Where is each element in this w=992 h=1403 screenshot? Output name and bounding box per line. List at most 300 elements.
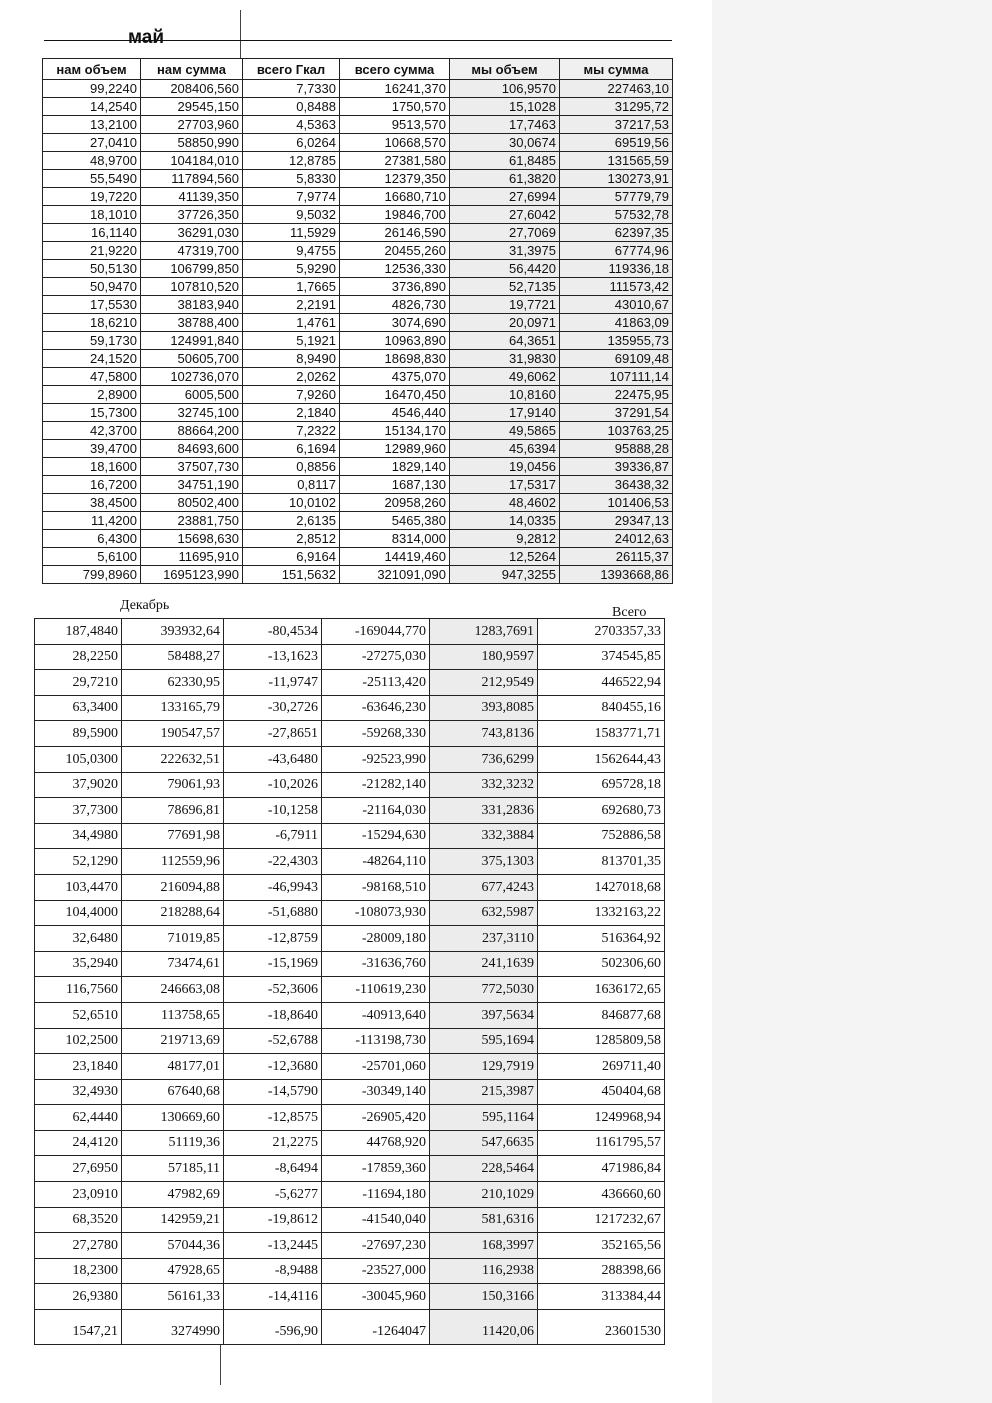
table-cell: 18698,830 [340,350,450,368]
table-cell: 57532,78 [560,206,673,224]
table-cell: 6,9164 [243,548,340,566]
table-cell: 69109,48 [560,350,673,368]
table-cell: 35,2940 [35,951,122,977]
december-row [35,721,665,747]
table-cell: 4375,070 [340,368,450,386]
table-cell: 47982,69 [122,1182,224,1208]
table-cell: 31,3975 [450,242,560,260]
col-header-vsego-gkal: всего Гкал [243,59,340,80]
table-cell: 23,0910 [35,1182,122,1208]
table-cell: 49,6062 [450,368,560,386]
december-table [34,618,665,1345]
table-cell: 73474,61 [122,951,224,977]
table-cell: 130669,60 [122,1105,224,1131]
table-cell: 89,5900 [35,721,122,747]
table-cell: 332,3232 [430,772,538,798]
table-cell: 212,9549 [430,670,538,696]
table-cell: 95888,28 [560,440,673,458]
table-cell: 168,3997 [430,1233,538,1259]
table-cell: -6,7911 [224,823,322,849]
table-cell: 142959,21 [122,1207,224,1233]
table-cell: 27381,580 [340,152,450,170]
table-cell: 32,4930 [35,1079,122,1105]
table-cell: 18,6210 [43,314,141,332]
table-cell: 840455,16 [538,695,665,721]
table-cell: 12,8785 [243,152,340,170]
col-header-nam-summa: нам сумма [141,59,243,80]
table-cell: 9513,570 [340,116,450,134]
table-cell: 12536,330 [340,260,450,278]
may-row [43,98,673,116]
december-row [35,977,665,1003]
table-cell: 1283,7691 [430,619,538,645]
col-header-my-summa: мы сумма [560,59,673,80]
table-cell: 4826,730 [340,296,450,314]
december-row [35,1182,665,1208]
december-section-title: Декабрь [120,598,170,613]
table-cell: 14,2540 [43,98,141,116]
table-cell: -10,1258 [224,798,322,824]
may-row [43,260,673,278]
table-cell: 62397,35 [560,224,673,242]
table-cell: -30,2726 [224,695,322,721]
table-cell: 16,7200 [43,476,141,494]
december-row [35,849,665,875]
table-cell: 26146,590 [340,224,450,242]
table-cell: 47928,65 [122,1258,224,1284]
may-row [43,440,673,458]
table-cell: 22475,95 [560,386,673,404]
table-cell: 1562644,43 [538,746,665,772]
table-cell: -40913,640 [322,1002,430,1028]
scan-background-right [712,0,992,1403]
table-cell: 502306,60 [538,951,665,977]
table-cell: -23527,000 [322,1258,430,1284]
table-cell: 67640,68 [122,1079,224,1105]
table-cell: 1249968,94 [538,1105,665,1131]
table-cell: -8,6494 [224,1156,322,1182]
may-row [43,134,673,152]
table-cell: 216094,88 [122,874,224,900]
table-cell: 1547,21 [35,1310,122,1345]
table-cell: -25701,060 [322,1054,430,1080]
table-cell: 2,8512 [243,530,340,548]
table-cell: 79061,93 [122,772,224,798]
december-row-total [35,1310,665,1345]
table-cell: 56161,33 [122,1284,224,1310]
table-cell: -25113,420 [322,670,430,696]
table-cell: 29347,13 [560,512,673,530]
table-cell: 0,8856 [243,458,340,476]
table-cell: 18,1600 [43,458,141,476]
table-cell: 57044,36 [122,1233,224,1259]
table-cell: 88664,200 [141,422,243,440]
table-cell: 50,5130 [43,260,141,278]
table-cell: 11695,910 [141,548,243,566]
table-cell: 37,9020 [35,772,122,798]
table-cell: 102736,070 [141,368,243,386]
table-cell: -110619,230 [322,977,430,1003]
table-cell: 27703,960 [141,116,243,134]
table-cell: 50605,700 [141,350,243,368]
table-cell: 150,3166 [430,1284,538,1310]
table-cell: 1,7665 [243,278,340,296]
table-cell: 23601530 [538,1310,665,1345]
table-cell: -59268,330 [322,721,430,747]
table-cell: 37726,350 [141,206,243,224]
table-cell: -98168,510 [322,874,430,900]
table-cell: 15698,630 [141,530,243,548]
table-cell: 3074,690 [340,314,450,332]
table-cell: 27,2780 [35,1233,122,1259]
december-row [35,1258,665,1284]
table-cell: 16,1140 [43,224,141,242]
table-cell: 31295,72 [560,98,673,116]
table-cell: -21164,030 [322,798,430,824]
table-cell: 8314,000 [340,530,450,548]
table-cell: 62330,95 [122,670,224,696]
table-cell: -1264047 [322,1310,430,1345]
may-row [43,332,673,350]
table-cell: -15294,630 [322,823,430,849]
december-row [35,1233,665,1259]
table-cell: 331,2836 [430,798,538,824]
table-cell: 36291,030 [141,224,243,242]
table-cell: 31,9830 [450,350,560,368]
table-cell: -14,4116 [224,1284,322,1310]
may-row [43,548,673,566]
table-cell: -28009,180 [322,926,430,952]
table-cell: 44768,920 [322,1130,430,1156]
table-cell: 692680,73 [538,798,665,824]
table-cell: -11,9747 [224,670,322,696]
table-cell: -80,4534 [224,619,322,645]
table-cell: 4546,440 [340,404,450,422]
december-row [35,695,665,721]
table-cell: 595,1694 [430,1028,538,1054]
table-cell: 27,7069 [450,224,560,242]
december-row [35,951,665,977]
table-cell: -13,1623 [224,644,322,670]
fold-line-bottom [220,1345,221,1385]
may-row-total [43,566,673,584]
table-cell: -12,3680 [224,1054,322,1080]
table-cell: 595,1164 [430,1105,538,1131]
table-cell: -52,6788 [224,1028,322,1054]
table-cell: 39336,87 [560,458,673,476]
december-row [35,619,665,645]
december-table-body [35,619,665,1345]
table-cell: 10,0102 [243,494,340,512]
table-cell: 34,4980 [35,823,122,849]
table-cell: 446522,94 [538,670,665,696]
table-cell: 32745,100 [141,404,243,422]
december-row [35,874,665,900]
may-row [43,350,673,368]
table-cell: 19,0456 [450,458,560,476]
table-cell: 20,0971 [450,314,560,332]
table-cell: 57185,11 [122,1156,224,1182]
table-cell: 29,7210 [35,670,122,696]
table-cell: 52,1290 [35,849,122,875]
table-cell: 17,5317 [450,476,560,494]
table-cell: 471986,84 [538,1156,665,1182]
table-cell: 10668,570 [340,134,450,152]
table-cell: 52,7135 [450,278,560,296]
table-cell: 61,8485 [450,152,560,170]
table-cell: 58850,990 [141,134,243,152]
table-cell: 799,8960 [43,566,141,584]
table-cell: 0,8117 [243,476,340,494]
table-cell: 41139,350 [141,188,243,206]
table-cell: 130273,91 [560,170,673,188]
table-cell: 17,9140 [450,404,560,422]
table-cell: 18,1010 [43,206,141,224]
may-row [43,368,673,386]
table-cell: 1636172,65 [538,977,665,1003]
december-row [35,798,665,824]
may-row [43,314,673,332]
table-cell: 12379,350 [340,170,450,188]
table-cell: 187,4840 [35,619,122,645]
table-cell: -41540,040 [322,1207,430,1233]
table-cell: -27,8651 [224,721,322,747]
table-cell: -18,8640 [224,1002,322,1028]
table-cell: 116,7560 [35,977,122,1003]
table-cell: 20958,260 [340,494,450,512]
table-cell: 38788,400 [141,314,243,332]
table-cell: 124991,840 [141,332,243,350]
december-row [35,644,665,670]
table-cell: 2,0262 [243,368,340,386]
table-cell: 32,6480 [35,926,122,952]
table-cell: 219713,69 [122,1028,224,1054]
december-row [35,900,665,926]
table-cell: 12,5264 [450,548,560,566]
table-cell: -26905,420 [322,1105,430,1131]
table-cell: 210,1029 [430,1182,538,1208]
december-row [35,746,665,772]
table-cell: 101406,53 [560,494,673,512]
table-cell: 52,6510 [35,1002,122,1028]
table-cell: 9,5032 [243,206,340,224]
december-row [35,1002,665,1028]
may-row [43,188,673,206]
table-cell: -12,8575 [224,1105,322,1131]
table-cell: 55,5490 [43,170,141,188]
table-cell: -63646,230 [322,695,430,721]
table-cell: 21,2275 [224,1130,322,1156]
table-cell: 61,3820 [450,170,560,188]
december-row [35,1105,665,1131]
table-cell: 102,2500 [35,1028,122,1054]
table-cell: 7,7330 [243,80,340,98]
table-cell: 111573,42 [560,278,673,296]
table-cell: 41863,09 [560,314,673,332]
total-section-title: Всего [612,605,647,620]
december-row [35,1079,665,1105]
december-row [35,823,665,849]
table-cell: 1161795,57 [538,1130,665,1156]
december-row [35,926,665,952]
table-cell: 180,9597 [430,644,538,670]
table-cell: 19,7220 [43,188,141,206]
table-cell: 59,1730 [43,332,141,350]
table-cell: -11694,180 [322,1182,430,1208]
december-row [35,1028,665,1054]
table-cell: 50,9470 [43,278,141,296]
table-cell: -30349,140 [322,1079,430,1105]
table-cell: 2703357,33 [538,619,665,645]
table-cell: 2,2191 [243,296,340,314]
table-cell: 23881,750 [141,512,243,530]
table-cell: 38183,940 [141,296,243,314]
table-cell: 36438,32 [560,476,673,494]
table-cell: 42,3700 [43,422,141,440]
table-cell: 67774,96 [560,242,673,260]
table-cell: -21282,140 [322,772,430,798]
table-cell: 117894,560 [141,170,243,188]
table-cell: 48177,01 [122,1054,224,1080]
table-cell: 129,7919 [430,1054,538,1080]
table-cell: 15,1028 [450,98,560,116]
table-cell: 632,5987 [430,900,538,926]
table-cell: 107111,14 [560,368,673,386]
table-cell: 1285809,58 [538,1028,665,1054]
table-cell: 57779,79 [560,188,673,206]
table-cell: 84693,600 [141,440,243,458]
table-cell: 2,6135 [243,512,340,530]
table-cell: 7,2322 [243,422,340,440]
table-cell: 37291,54 [560,404,673,422]
table-cell: 27,6042 [450,206,560,224]
table-cell: 208406,560 [141,80,243,98]
table-cell: -31636,760 [322,951,430,977]
table-cell: -43,6480 [224,746,322,772]
table-cell: 78696,81 [122,798,224,824]
may-header-row [43,59,673,80]
may-row [43,296,673,314]
col-header-my-obem: мы объем [450,59,560,80]
table-cell: 772,5030 [430,977,538,1003]
december-row [35,670,665,696]
table-cell: 0,8488 [243,98,340,116]
may-row [43,116,673,134]
table-cell: 215,3987 [430,1079,538,1105]
table-cell: 99,2240 [43,80,141,98]
table-cell: -52,3606 [224,977,322,1003]
table-cell: 63,3400 [35,695,122,721]
table-cell: 47319,700 [141,242,243,260]
table-cell: -48264,110 [322,849,430,875]
table-cell: 17,7463 [450,116,560,134]
table-cell: 16470,450 [340,386,450,404]
fold-line-top [240,10,241,58]
table-cell: 393,8085 [430,695,538,721]
table-cell: -113198,730 [322,1028,430,1054]
table-cell: 16680,710 [340,188,450,206]
table-cell: -14,5790 [224,1079,322,1105]
may-section-title: май [128,27,165,48]
table-cell: 743,8136 [430,721,538,747]
table-cell: 4,5363 [243,116,340,134]
table-cell: -8,9488 [224,1258,322,1284]
table-cell: 2,1840 [243,404,340,422]
table-cell: 106,9570 [450,80,560,98]
table-cell: 246663,08 [122,977,224,1003]
table-cell: 26115,37 [560,548,673,566]
table-cell: 18,2300 [35,1258,122,1284]
may-row [43,422,673,440]
table-cell: 313384,44 [538,1284,665,1310]
table-cell: -46,9943 [224,874,322,900]
table-cell: 677,4243 [430,874,538,900]
december-row [35,1130,665,1156]
table-cell: 5,6100 [43,548,141,566]
table-cell: 30,0674 [450,134,560,152]
table-cell: 436660,60 [538,1182,665,1208]
table-cell: 48,4602 [450,494,560,512]
table-cell: 14,0335 [450,512,560,530]
table-cell: 1750,570 [340,98,450,116]
table-cell: 104,4000 [35,900,122,926]
december-row [35,1284,665,1310]
table-cell: 3274990 [122,1310,224,1345]
table-cell: -596,90 [224,1310,322,1345]
table-cell: 393932,64 [122,619,224,645]
table-cell: 1829,140 [340,458,450,476]
table-cell: 14419,460 [340,548,450,566]
table-cell: 15134,170 [340,422,450,440]
table-cell: -17859,360 [322,1156,430,1182]
table-cell: 34751,190 [141,476,243,494]
table-cell: 27,0410 [43,134,141,152]
table-cell: 64,3651 [450,332,560,350]
table-cell: 332,3884 [430,823,538,849]
may-row [43,224,673,242]
table-cell: 695728,18 [538,772,665,798]
table-cell: 112559,96 [122,849,224,875]
table-cell: 397,5634 [430,1002,538,1028]
table-cell: 26,9380 [35,1284,122,1310]
table-cell: -10,2026 [224,772,322,798]
table-cell: 516364,92 [538,926,665,952]
table-cell: 135955,73 [560,332,673,350]
table-cell: 19,7721 [450,296,560,314]
table-cell: 5,8330 [243,170,340,188]
table-cell: 119336,18 [560,260,673,278]
table-cell: -27697,230 [322,1233,430,1259]
table-cell: 237,3110 [430,926,538,952]
table-cell: 269711,40 [538,1054,665,1080]
table-cell: 17,5530 [43,296,141,314]
table-cell: 8,9490 [243,350,340,368]
table-cell: 103763,25 [560,422,673,440]
table-cell: 49,5865 [450,422,560,440]
table-cell: 7,9260 [243,386,340,404]
december-row [35,1207,665,1233]
col-header-nam-obem: нам объем [43,59,141,80]
table-cell: 1217232,67 [538,1207,665,1233]
table-cell: 321091,090 [340,566,450,584]
table-cell: 20455,260 [340,242,450,260]
table-cell: 11,4200 [43,512,141,530]
table-cell: 5465,380 [340,512,450,530]
table-cell: 39,4700 [43,440,141,458]
may-row [43,206,673,224]
table-cell: -22,4303 [224,849,322,875]
table-cell: 15,7300 [43,404,141,422]
